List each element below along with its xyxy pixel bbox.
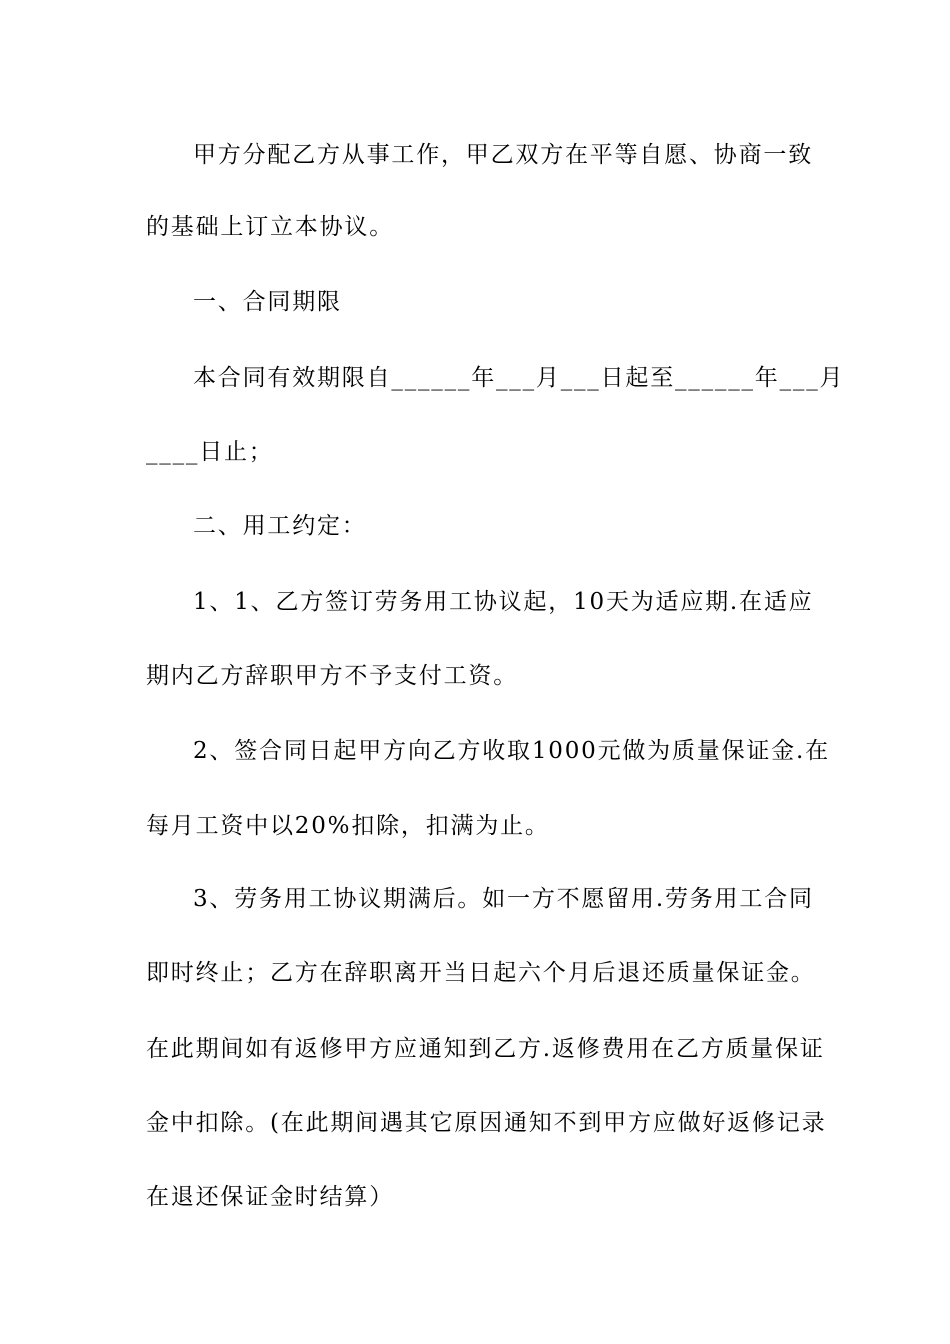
- clause-3-line-5: 在退还保证金时结算）: [146, 1184, 394, 1210]
- clause-1-line-1: 1、1、乙方签订劳务用工协议起，10天为适应期.在适应: [193, 589, 814, 615]
- clause-3-line-4: 金中扣除。(在此期间遇其它原因通知不到甲方应做好返修记录: [146, 1110, 827, 1136]
- section-heading-employment-terms: 二、用工约定：: [193, 513, 367, 539]
- clause-3-line-3: 在此期间如有返修甲方应通知到乙方.返修费用在乙方质量保证: [146, 1036, 825, 1062]
- clause-3-line-2: 即时终止；乙方在辞职离开当日起六个月后退还质量保证金。: [146, 960, 816, 986]
- section-heading-contract-term: 一、合同期限: [193, 289, 342, 315]
- clause-3-line-1: 3、劳务用工协议期满后。如一方不愿留用.劳务用工合同: [193, 886, 814, 912]
- paragraph-intro-line-1: 甲方分配乙方从事工作，甲乙双方在平等自愿、协商一致: [193, 142, 813, 168]
- clause-1-line-2: 期内乙方辞职甲方不予支付工资。: [146, 663, 518, 689]
- paragraph-term-line-1: 本合同有效期限自______年___月___日起至______年___月: [193, 365, 845, 391]
- clause-2-line-2: 每月工资中以20%扣除，扣满为止。: [146, 813, 550, 839]
- clause-2-line-1: 2、签合同日起甲方向乙方收取1000元做为质量保证金.在: [193, 738, 830, 764]
- paragraph-intro-line-2: 的基础上订立本协议。: [146, 214, 394, 240]
- paragraph-term-line-2: ____日止；: [146, 439, 274, 465]
